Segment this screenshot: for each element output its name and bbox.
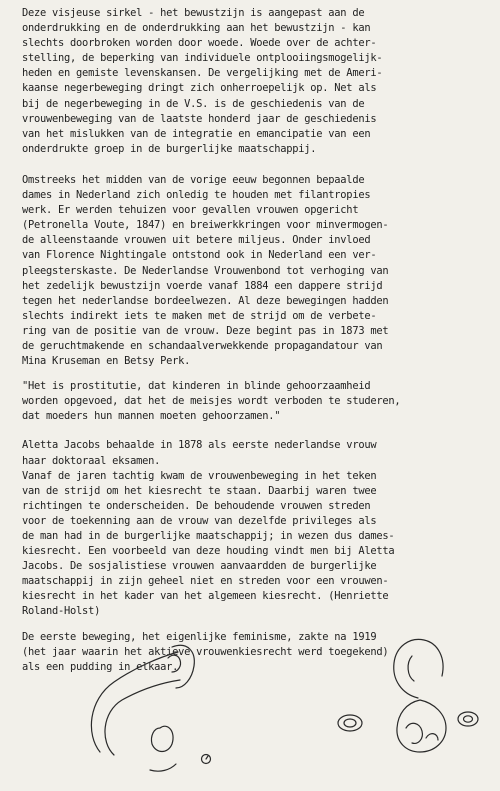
- text-line: "Het is prostitutie, dat kinderen in blinde gehoorzaamheid: [22, 380, 371, 393]
- text-line: de man had in de burgerlijke maatschappij; in wezen dus dames-: [22, 530, 395, 542]
- text-line: worden opgevoed, dat het de meisjes wordt verboden te studeren,: [22, 395, 401, 408]
- text-line: van de strijd om het kiesrecht te staan. Daarbij waren twee: [22, 484, 377, 497]
- text-line: vrouwenbeweging van de laatste honderd jaar de geschiedenis: [22, 112, 377, 125]
- text-line: de alleenstaande vrouwen uit betere miljeus. Onder invloed: [22, 234, 371, 247]
- text-line: slechts doorbroken worden door woede. Woede over de achter-: [22, 37, 377, 50]
- text-line: dat moeders hun mannen moeten gehoorzamen.": [22, 410, 281, 423]
- text-line: haar doktoraal eksamen.: [22, 454, 161, 467]
- text-line: De eerste beweging, het eigenlijke feminisme, zakte na 1919: [22, 630, 377, 643]
- text-line: als een pudding in elkaar.: [22, 660, 179, 673]
- text-line: het zedelijk bewustzijn voerde vanaf 1884 een dappere strijd: [22, 279, 383, 292]
- text-line: bij de negerbeweging in de V.S. is de geschiedenis van de: [22, 97, 365, 110]
- text-line: onderdrukte groep in de burgerlijke maatschappij.: [22, 142, 317, 155]
- text-line: dames in Nederland zich onledig te houden met filantropies: [22, 189, 371, 202]
- text-line: de geruchtmakende en schandaalverwekkende propagandatour van: [22, 339, 383, 352]
- text-line: kiesrecht. Een voorbeeld van deze houding vindt men bij Aletta: [22, 545, 395, 558]
- text-line: Roland-Holst): [22, 605, 101, 618]
- text-line: heden en gemiste levenskansen. De vergelijking met de Ameri-: [22, 67, 383, 80]
- text-line: pleegsterskaste. De Nederlandse Vrouwenbond tot verhoging van: [22, 264, 389, 277]
- text-line: voor de toekenning aan de vrouw van dezelfde privileges als: [22, 514, 377, 527]
- text-line: richtingen te onderscheiden. De behoudende vrouwen streden: [22, 499, 371, 512]
- text-line: (het jaar waarin het aktieve vrouwenkiesrecht werd toegekend): [22, 645, 389, 658]
- left-doodle: [91, 645, 210, 771]
- text-line: kaanse negerbeweging dringt zich onherroepelijk op. Net als: [22, 82, 377, 95]
- text-line: slechts indirekt iets te maken met de strijd om de verbete-: [22, 309, 377, 322]
- text-line: van Florence Nightingale ontstond ook in Nederland een ver-: [22, 249, 377, 262]
- text-line: Jacobs. De sosjalistiese vrouwen aanvaardden de burgerlijke: [22, 560, 377, 573]
- right-doodle: [338, 639, 478, 752]
- text-line: maatschappij in zijn geheel niet en streden voor een vrouwen-: [22, 575, 389, 588]
- text-line: Deze visjeuse sirkel - het bewustzijn is aangepast aan de: [22, 7, 365, 19]
- text-line: tegen het nederlandse bordeelwezen. Al deze bewegingen hadden: [22, 294, 389, 307]
- text-line: (Petronella Voute, 1847) en breiwerkkringen voor minvermogen-: [22, 219, 389, 232]
- text-line: onderdrukking en de onderdrukking aan het bewustzijn - kan: [22, 22, 371, 35]
- text-line: stelling, de beperking van individuele ontplooiingsmogelijk-: [22, 52, 383, 65]
- text-line: Vanaf de jaren tachtig kwam de vrouwenbeweging in het teken: [22, 469, 377, 482]
- text-line: ring van de positie van de vrouw. Deze begint pas in 1873 met: [22, 324, 389, 337]
- text-line: kiesrecht in het kader van het algemeen kiesrecht. (Henriette: [22, 590, 389, 603]
- text-line: Omstreeks het midden van de vorige eeuw begonnen bepaalde: [22, 173, 365, 186]
- text-line: Aletta Jacobs behaalde in 1878 als eerste nederlandse vrouw: [22, 439, 377, 452]
- text-line: werk. Er werden tehuizen voor gevallen vrouwen opgericht: [22, 204, 359, 217]
- text-line: Mina Kruseman en Betsy Perk.: [22, 355, 191, 368]
- text-line: van het mislukken van de integratie en emancipatie van een: [22, 127, 371, 140]
